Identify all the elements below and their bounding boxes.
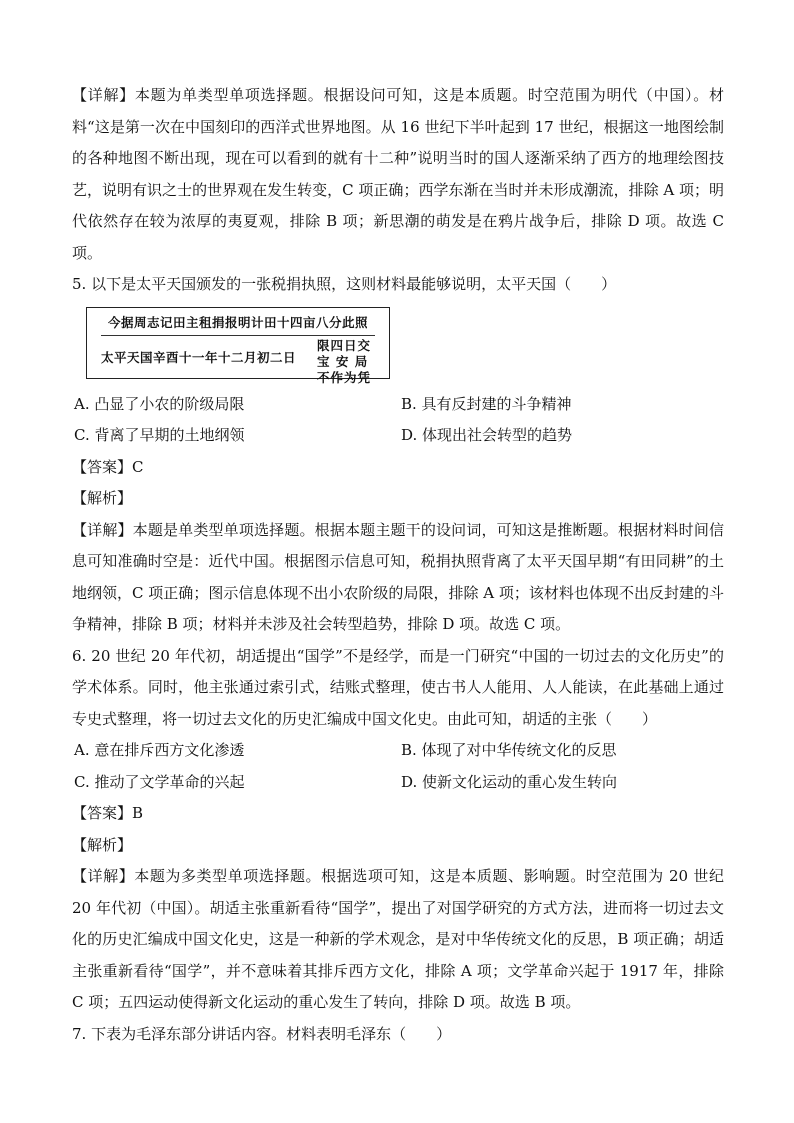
q5-option-d: D. 体现出社会转型的趋势: [401, 426, 573, 444]
q7-stem: 7. 下表为毛泽东部分讲话内容。材料表明毛泽东（ ）: [72, 1024, 452, 1043]
q4-analysis: 【详解】本题为单类型单项选择题。根据设问可知，这是本质题。时空范围为明代（中国）。材料“这是第一次在中国刻印的西洋式世界地图。从 16 世纪下半叶起到 17 世纪，根据这一地图绘制的各种地图不断出现，现在可以看到的就有十二种”说明当时的国人逐渐采纳了西方的地理绘图技艺，说明有识之士的世界观在发生转变，C 项正确；西学东渐在当时并未形成潮流，排除 A 项；明代依然存在较为浓厚的夷夏观，排除 B 项；新思潮的萌发是在鸦片战争后，排除 D 项。故选 C 项。: [72, 86, 724, 262]
tax-receipt-figure: [86, 307, 390, 385]
q5-answer: 【答案】C: [72, 457, 144, 476]
receipt-stamp-line3: 不作为凭: [316, 369, 371, 385]
q5-option-b: B. 具有反封建的斗争精神: [401, 394, 572, 413]
q6-option-b: B. 体现了对中华传统文化的反思: [401, 741, 617, 759]
q6-analysis-label: 【解析】: [72, 835, 133, 854]
q6-option-d: D. 使新文化运动的重心发生转向: [401, 772, 618, 791]
q5-stem: 5. 以下是太平天国颁发的一张税捐执照，这则材料最能够说明，太平天国（ ）: [72, 275, 617, 293]
q5-option-a: A. 凸显了小农的阶级局限: [74, 394, 245, 413]
q5-analysis-label: 【解析】: [72, 489, 133, 507]
receipt-divider: [101, 335, 375, 336]
q5-analysis: 【详解】本题是单类型单项选择题。根据本题主题干的设问词，可知这是推断题。根据材料时间信息可知准确时空是：近代中国。根据图示信息可知，税捐执照背离了太平天国早期“有田同耕”的土地纲领，C 项正确；图示信息体现不出小农阶级的局限，排除 A 项；该材料也体现不出反封建的斗争精神，排除 B 项；材料并未涉及社会转型趋势，排除 D 项。故选 C 项。: [72, 520, 724, 633]
receipt-date: 太平天国辛酉十一年十二月初二日: [101, 349, 297, 365]
q6-option-c: C. 推动了文学革命的兴起: [74, 772, 245, 791]
q6-options-row2: [72, 767, 724, 799]
receipt-stamp: [317, 338, 371, 386]
q6-options-row1: [72, 735, 724, 767]
receipt-line1: 今据周志记田主租捐报明计田十四亩八分此照: [107, 314, 368, 330]
receipt-stamp-line1: 限四日交: [316, 337, 371, 353]
q6-option-a: A. 意在排斥西方文化渗透: [74, 741, 245, 759]
q5-options-row1: [72, 389, 724, 421]
q6-stem: 6. 20 世纪 20 年代初，胡适提出“国学”不是经学，而是一门研究“中国的一切过去的文化历史”的学术体系。同时，他主张通过索引式，结账式整理，使古书人人能用、人人能读，在此基础上通过专史式整理，将一切过去文化的历史汇编成中国文化史。由此可知，胡适的主张（ ）: [72, 646, 724, 728]
q6-answer: 【答案】B: [72, 804, 144, 822]
q6-analysis: 【详解】本题为多类型单项选择题。根据选项可知，这是本质题、影响题。时空范围为 20 世纪 20 年代初（中国）。胡适主张重新看待“国学”，提出了对国学研究的方式方法，进而将一切过去文化的历史汇编成中国文化史，这是一种新的学术观念，是对中华传统文化的反思，B 项正确；胡适主张重新看待“国学”，并不意味着其排斥西方文化，排除 A 项；文学革命兴起于 1917 年，排除 C 项；五四运动使得新文化运动的重心发生了转向，排除 D 项。故选 B 项。: [72, 867, 724, 1011]
receipt-stamp-line2: 宝 安 局: [316, 353, 369, 369]
q5-option-c: C. 背离了早期的土地纲领: [74, 426, 245, 444]
q5-options-row2: [72, 420, 724, 452]
document-page: [72, 80, 724, 1050]
